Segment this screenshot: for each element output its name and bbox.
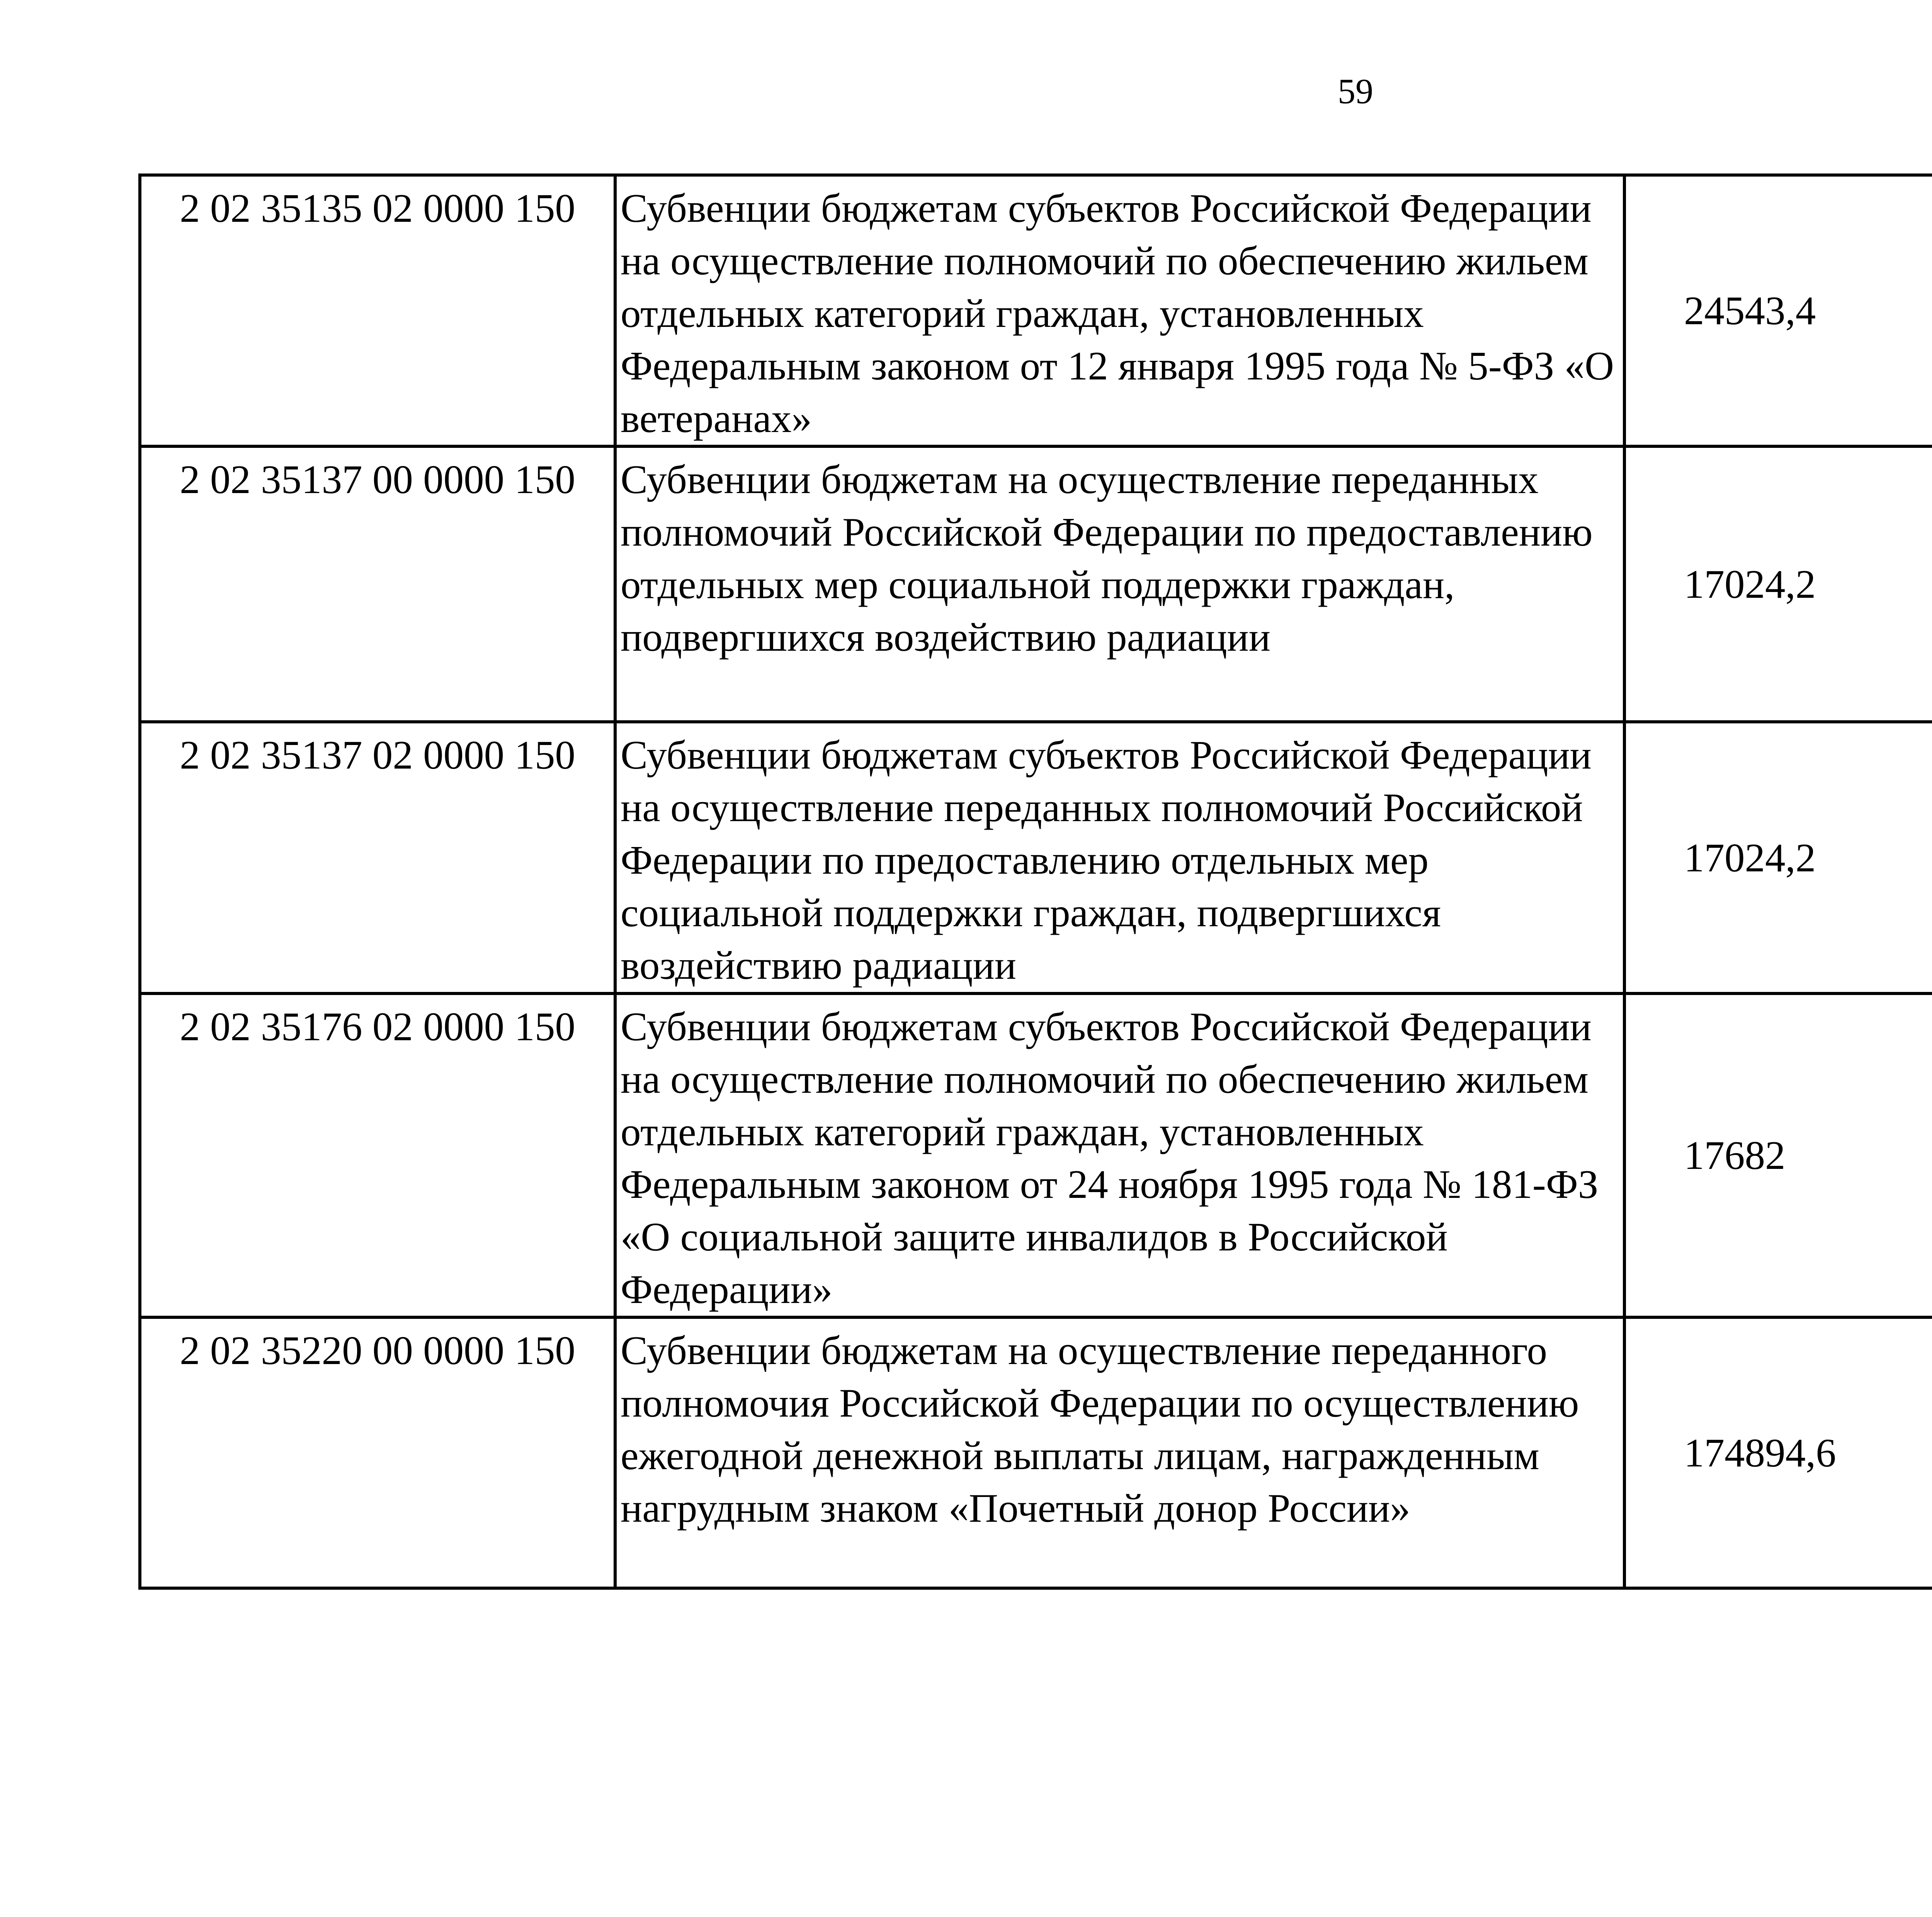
budget-code-cell: 2 02 35137 02 0000 150 (140, 722, 615, 993)
value-cell-1: 174894,6 (1624, 1317, 1932, 1588)
description-cell: Субвенции бюджетам субъектов Российской Федерации на осуществление полномочий по обеспечению жильем отдельных категорий граждан, установленных Федеральным законом от 12 января 1995 года № 5-ФЗ «О ветеранах» (615, 175, 1624, 446)
budget-code-cell: 2 02 35137 00 0000 150 (140, 446, 615, 722)
value-cell-1: 24543,4 (1624, 175, 1932, 446)
description-cell: Субвенции бюджетам субъектов Российской Федерации на осуществление переданных полномочий Российской Федерации по предоставлению отдельных мер социальной поддержки граждан, подвергшихся воздействию радиации (615, 722, 1624, 993)
value-cell-1: 17682 (1624, 993, 1932, 1317)
page-number: 59 (1338, 71, 1373, 111)
description-cell: Субвенции бюджетам субъектов Российской Федерации на осуществление полномочий по обеспечению жильем отдельных категорий граждан, установленных Федеральным законом от 24 ноября 1995 года № 181-ФЗ «О социальной защите инвалидов в Российской Федерации» (615, 993, 1624, 1317)
budget-code-cell: 2 02 35135 02 0000 150 (140, 175, 615, 446)
table-row (140, 1317, 1932, 1588)
table-row (140, 722, 1932, 993)
description-cell: Субвенции бюджетам на осуществление переданных полномочий Российской Федерации по предоставлению отдельных мер социальной поддержки граждан, подвергшихся воздействию радиации (615, 446, 1624, 722)
table-row (140, 175, 1932, 446)
budget-code-cell: 2 02 35220 00 0000 150 (140, 1317, 615, 1588)
table-row (140, 446, 1932, 722)
description-cell: Субвенции бюджетам на осуществление переданного полномочия Российской Федерации по осуществлению ежегодной денежной выплаты лицам, награжденным нагрудным знаком «Почетный донор России» (615, 1317, 1624, 1588)
budget-table (138, 173, 1932, 1590)
value-cell-1: 17024,2 (1624, 722, 1932, 993)
value-cell-1: 17024,2 (1624, 446, 1932, 722)
budget-code-cell: 2 02 35176 02 0000 150 (140, 993, 615, 1317)
table-row (140, 993, 1932, 1317)
